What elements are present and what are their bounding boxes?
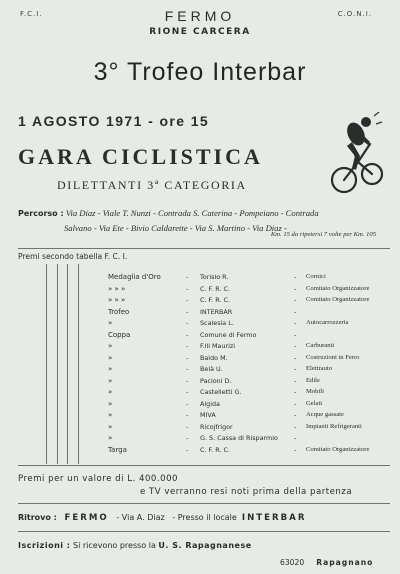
separator: - bbox=[294, 434, 297, 442]
prize-category: » bbox=[108, 319, 113, 327]
prize-category: » » » bbox=[108, 296, 126, 304]
separator: - bbox=[186, 307, 189, 316]
coni-label: C.O.N.I. bbox=[337, 10, 372, 18]
prize-row bbox=[0, 364, 400, 374]
separator: - bbox=[186, 376, 189, 385]
separator: - bbox=[294, 284, 297, 293]
divider bbox=[18, 248, 390, 249]
meeting-city: FERMO bbox=[64, 513, 109, 523]
prize-category: » bbox=[108, 411, 113, 419]
fci-label: F.C.I. bbox=[20, 10, 43, 18]
prize-row bbox=[0, 307, 400, 317]
cyclist-icon bbox=[330, 112, 384, 198]
divider bbox=[18, 465, 390, 466]
prize-donor: Comune di Fermo bbox=[200, 330, 257, 339]
prize-donor: MIVA bbox=[200, 411, 216, 419]
separator: - bbox=[186, 319, 189, 327]
prize-sponsor: Elettrauto bbox=[306, 365, 332, 372]
separator: - bbox=[186, 388, 189, 396]
prize-category: » bbox=[108, 388, 113, 396]
separator: - bbox=[294, 319, 297, 327]
prize-row bbox=[0, 376, 400, 386]
district-subtitle: RIONE CARCERA bbox=[149, 27, 251, 37]
prize-category: » bbox=[108, 353, 113, 362]
prize-row bbox=[0, 318, 400, 328]
prize-donor: C. F. R. C. bbox=[200, 284, 231, 293]
prize-sponsor: Acque gassate bbox=[306, 411, 344, 418]
separator: - bbox=[294, 376, 297, 385]
separator: - bbox=[294, 342, 297, 350]
prize-donor: Scalesia L. bbox=[200, 319, 234, 327]
trophy-title: 3° Trofeo Interbar bbox=[93, 58, 307, 86]
prize-sponsor: Comitato Organizzatore bbox=[306, 445, 370, 453]
separator: - bbox=[186, 330, 189, 339]
prize-row bbox=[0, 353, 400, 363]
separator: - bbox=[186, 411, 189, 419]
race-title: GARA CICLISTICA bbox=[18, 144, 263, 169]
prize-donor: Pacioni D. bbox=[200, 376, 232, 385]
prize-category: » bbox=[108, 399, 113, 408]
separator: - bbox=[186, 434, 189, 442]
separator: - bbox=[294, 353, 297, 362]
separator: - bbox=[186, 353, 189, 362]
prize-category: Trofeo bbox=[108, 307, 130, 316]
prize-value-note: e TV verranno resi noti prima della partenza bbox=[140, 487, 353, 497]
meeting-venue: INTERBAR bbox=[241, 513, 307, 523]
separator: - bbox=[294, 388, 297, 396]
town-name: Rapagnano bbox=[316, 558, 374, 567]
prize-donor: Torisio R. bbox=[200, 273, 229, 281]
prize-category: Medaglia d'Oro bbox=[108, 273, 161, 281]
prize-donor: Baldo M. bbox=[200, 353, 228, 362]
prize-row bbox=[0, 295, 400, 305]
prize-sponsor: Cornici bbox=[306, 273, 326, 280]
prize-donor: Castelletti G. bbox=[200, 388, 242, 396]
prize-category: Targa bbox=[108, 445, 127, 454]
separator: - bbox=[294, 273, 297, 281]
separator: - bbox=[186, 365, 189, 373]
prize-donor: Ricojfrigor bbox=[200, 422, 233, 431]
prize-category: » bbox=[108, 342, 113, 350]
prize-row bbox=[0, 272, 400, 282]
separator: - bbox=[294, 365, 297, 373]
route-label: Percorso : bbox=[18, 209, 64, 218]
separator: - bbox=[294, 445, 297, 454]
prize-sponsor: Edile bbox=[306, 376, 320, 384]
prize-sponsor: Mobili bbox=[306, 388, 324, 395]
registration-label: Iscrizioni : bbox=[18, 541, 71, 550]
prize-category: » » » bbox=[108, 284, 126, 293]
registration-text: Si ricevono presso la bbox=[73, 541, 156, 550]
meeting-point bbox=[18, 513, 306, 523]
separator: - bbox=[294, 422, 297, 431]
prize-sponsor: Impianti Refrigeranti bbox=[306, 422, 362, 430]
prize-category: » bbox=[108, 365, 113, 373]
prizes-header: Premi secondo tabella F. C. I. bbox=[18, 252, 128, 261]
prize-value: Premi per un valore di L. 400.000 bbox=[18, 474, 179, 484]
prize-category: » bbox=[108, 434, 113, 442]
prize-row bbox=[0, 433, 400, 443]
prize-sponsor: Carburanti bbox=[306, 342, 335, 349]
event-date: 1 AGOSTO 1971 - ore 15 bbox=[18, 113, 210, 129]
prize-row bbox=[0, 341, 400, 351]
separator: - bbox=[294, 296, 297, 304]
prize-sponsor: Comitato Organizzatore bbox=[306, 296, 370, 303]
registration bbox=[18, 541, 252, 550]
separator: - bbox=[294, 411, 297, 419]
prize-row bbox=[0, 399, 400, 409]
separator: - bbox=[294, 307, 297, 316]
prize-donor: Algida bbox=[200, 399, 220, 408]
route-distance-note: Km. 15 da ripetersi 7 volte per Km. 105 bbox=[270, 231, 376, 238]
prize-donor: Belà U. bbox=[200, 365, 223, 373]
route-line-2: Salvano - Via Ete - Bivio Caldarette - Via S. Martino - Via Diaz - bbox=[64, 223, 287, 233]
separator: - bbox=[186, 342, 189, 350]
separator: - bbox=[294, 399, 297, 408]
registration-address bbox=[280, 558, 373, 567]
prize-sponsor: Autocarrozzeria bbox=[306, 319, 349, 326]
divider bbox=[18, 503, 390, 504]
prize-sponsor: Gelati bbox=[306, 399, 323, 407]
prize-category: Coppa bbox=[108, 330, 131, 339]
prize-category: » bbox=[108, 376, 113, 385]
separator: - bbox=[294, 330, 297, 339]
divider bbox=[18, 531, 390, 532]
prize-donor: C. F. R. C. bbox=[200, 445, 231, 454]
prize-donor: G. S. Cassa di Risparmio bbox=[200, 434, 278, 442]
prize-sponsor: Comitato Organizzatore bbox=[306, 284, 370, 292]
city-title: FERMO bbox=[164, 8, 236, 24]
prize-row bbox=[0, 330, 400, 340]
separator: - bbox=[186, 422, 189, 431]
separator: - bbox=[186, 284, 189, 293]
prize-category: » bbox=[108, 422, 113, 431]
prize-row bbox=[0, 284, 400, 294]
registration-club: U. S. Rapagnanese bbox=[158, 541, 252, 550]
prize-row bbox=[0, 387, 400, 397]
prize-row bbox=[0, 445, 400, 455]
separator: - bbox=[186, 445, 189, 454]
zip-code: 63020 bbox=[280, 558, 305, 567]
route-line-1: Via Diaz - Viale T. Nunzi - Contrada S. Caterina - Pompeiano - Contrada bbox=[65, 208, 319, 218]
separator: - bbox=[186, 399, 189, 408]
prize-row bbox=[0, 410, 400, 420]
race-category: DILETTANTI 3ª CATEGORIA bbox=[57, 178, 247, 192]
prize-donor: F.lli Maurizi bbox=[200, 342, 236, 350]
meeting-street: - Via A. Diaz bbox=[116, 513, 165, 522]
prize-sponsor: Costruzioni in Ferro bbox=[306, 353, 360, 361]
prize-donor: INTERBAR bbox=[200, 307, 233, 316]
separator: - bbox=[186, 296, 189, 304]
prize-row bbox=[0, 422, 400, 432]
prize-donor: C. F. R. C. bbox=[200, 296, 231, 304]
separator: - bbox=[186, 273, 189, 281]
meeting-label: Ritrovo : bbox=[18, 513, 57, 522]
meeting-near: - Presso il locale bbox=[172, 513, 237, 522]
